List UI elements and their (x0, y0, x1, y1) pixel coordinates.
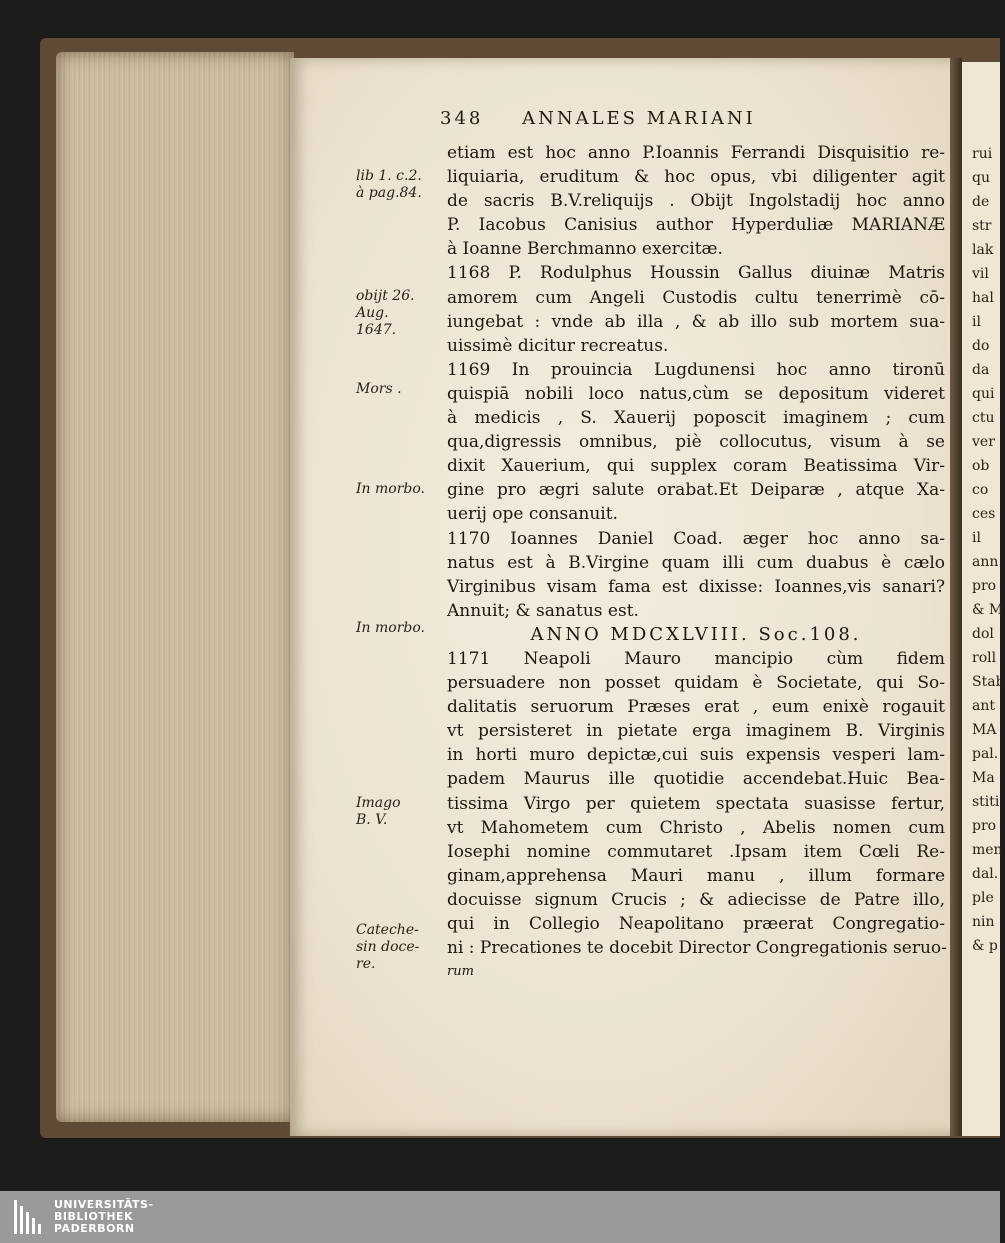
facing-page-fragment: il (972, 530, 981, 546)
text-line: quispiā nobili loco natus,cùm se depositum videret (447, 383, 945, 404)
text-line: padem Maurus ille quotidie accendebat.Huic Bea- (447, 769, 945, 790)
facing-page-fragment: ver (972, 434, 995, 450)
facing-page-fragment: rui (972, 146, 993, 162)
facing-page-fragment: dol (972, 626, 994, 642)
page-number: 348 (440, 108, 484, 129)
margin-note-line: In morbo. (356, 481, 425, 497)
facing-page-fragment: & p (972, 938, 998, 954)
text-line: de sacris B.V.reliquijs . Obijt Ingolstadij hoc anno (447, 191, 945, 212)
margin-note (356, 922, 441, 973)
margin-note-line: à pag.84. (356, 185, 422, 201)
margin-note-line: Mors . (356, 381, 402, 397)
margin-note (356, 481, 441, 498)
text-line: à medicis , S. Xauerij poposcit imaginem ; cum (447, 408, 945, 429)
facing-page-fragment: MA (972, 722, 997, 738)
text-line: liquiaria, eruditum & hoc opus, vbi diligenter agit (447, 167, 945, 188)
text-line: in horti muro depictæ,cui suis expensis vesperi lam- (447, 745, 945, 766)
text-line: uissimè dicitur recreatus. (447, 335, 669, 356)
facing-page-fragment: ctu (972, 410, 995, 426)
text-line: vt Mahometem cum Christo , Abelis nomen cum (447, 817, 945, 838)
margin-note-line: re. (356, 956, 376, 972)
text-line: rum (447, 964, 474, 980)
facing-page-fragment: men (972, 842, 1003, 858)
footer-bar (0, 1191, 1000, 1243)
text-line: uerij ope consanuit. (447, 504, 618, 525)
facing-page-fragment: il (972, 314, 981, 330)
facing-page-fragment: Stab (972, 674, 1005, 690)
facing-page-fragment: pal. (972, 746, 999, 762)
text-line: iungebat : vnde ab illa , & ab illo sub mortem sua- (447, 311, 945, 332)
text-line: dixit Xauerium, qui supplex coram Beatissima Vir- (447, 456, 945, 477)
text-line: persuadere non posset quidam è Societate, qui So- (447, 673, 945, 694)
page-block-edge (56, 52, 294, 1122)
margin-note-line: In morbo. (356, 620, 425, 636)
facing-page-fragment: nin (972, 914, 995, 930)
margin-note-line: Imago (356, 795, 401, 811)
margin-note-line: 1647. (356, 322, 397, 338)
facing-page-fragment: lak (972, 242, 994, 258)
running-title: ANNALES MARIANI (522, 108, 756, 129)
running-head (440, 108, 920, 129)
margin-note (356, 288, 441, 339)
text-line: qua,digressis omnibus, piè collocutus, visum à se (447, 432, 945, 453)
margin-note-line: Aug. (356, 305, 389, 321)
facing-page-edge (962, 62, 1005, 1136)
margin-note-line: lib 1. c.2. (356, 168, 422, 184)
margin-note-line: B. V. (356, 812, 388, 828)
facing-page-fragment: vil (972, 266, 989, 282)
text-line: 1168 P. Rodulphus Houssin Gallus diuinæ Matris (447, 263, 945, 284)
text-line: 1170 Ioannes Daniel Coad. æger hoc anno sa- (447, 528, 945, 549)
margin-note (356, 620, 441, 637)
facing-page-fragment: dal. (972, 866, 999, 882)
margin-note (356, 168, 441, 202)
facing-page-fragment: co (972, 482, 989, 498)
book-gutter (950, 58, 962, 1136)
text-line: qui in Collegio Neapolitano præerat Congregatio- (447, 914, 945, 934)
text-line: 1171 Neapoli Mauro mancipio cùm fidem (447, 648, 945, 669)
facing-page-fragment: ant (972, 698, 995, 714)
text-line: 1169 In prouincia Lugdunensi hoc anno tironū (447, 359, 945, 380)
text-line: Iosephi nomine commutaret .Ipsam item Cœli Re- (447, 841, 945, 862)
text-line: etiam est hoc anno P.Ioannis Ferrandi Disquisitio re- (447, 143, 945, 163)
facing-page-fragment: ob (972, 458, 990, 474)
library-logo-icon (14, 1200, 44, 1234)
margin-note-line: sin doce- (356, 939, 420, 955)
year-heading: ANNO MDCXLVIII. Soc.108. (530, 623, 862, 645)
text-line: amorem cum Angeli Custodis cultu tenerrimè cō- (447, 287, 945, 308)
facing-page-fragment: Ma (972, 770, 995, 786)
margin-note-line: obijt 26. (356, 288, 415, 304)
facing-page-fragment: qu (972, 170, 990, 186)
text-line: tissima Virgo per quietem spectata suasisse fertur, (447, 793, 945, 814)
text-line: vt persisteret in pietate erga imaginem B. Virginis (447, 721, 945, 742)
facing-page-fragment: pro (972, 578, 997, 594)
text-line: natus est à B.Virgine quam illi cum duabus è cælo (447, 552, 945, 573)
facing-page-fragment: str (972, 218, 992, 234)
facing-page-fragment: hal (972, 290, 994, 306)
text-line: ginam,apprehensa Mauri manu , illum formare (447, 865, 945, 886)
facing-page-fragment: de (972, 194, 990, 210)
text-line: P. Iacobus Canisius author Hyperduliæ MARIANÆ (447, 215, 945, 236)
margin-note (356, 795, 441, 829)
facing-page-fragment: roll (972, 650, 997, 666)
text-line: gine pro ægri salute orabat.Et Deiparæ , atque Xa- (447, 480, 945, 501)
margin-note-line: Cateche- (356, 922, 419, 938)
facing-page-fragment: da (972, 362, 990, 378)
text-line: docuisse signum Crucis ; & adiecisse de Patre illo, (447, 889, 945, 910)
facing-page-fragment: do (972, 338, 990, 354)
text-line: Annuit; & sanatus est. (447, 600, 639, 621)
facing-page-fragment: pro (972, 818, 997, 834)
main-text-block (447, 141, 945, 984)
facing-page-fragment: ple (972, 890, 994, 906)
text-line: à Ioanne Berchmanno exercitæ. (447, 239, 723, 260)
text-line: dalitatis seruorum Præses erat , eum enixè rogauit (447, 697, 945, 718)
facing-page-fragment: qui (972, 386, 995, 402)
library-name: UNIVERSITÄTS- BIBLIOTHEK PADERBORN (54, 1198, 154, 1235)
facing-page-fragment: ces (972, 506, 996, 522)
margin-note (356, 381, 441, 398)
text-line: Virginibus visam fama est dixisse: Ioannes,vis sanari? (447, 576, 945, 597)
facing-page-fragment: ann (972, 554, 999, 570)
text-line: ni : Precationes te docebit Director Congregationis seruo- (447, 938, 947, 959)
facing-page-fragment: & M (972, 602, 1004, 618)
facing-page-fragment: stiti (972, 794, 1000, 810)
